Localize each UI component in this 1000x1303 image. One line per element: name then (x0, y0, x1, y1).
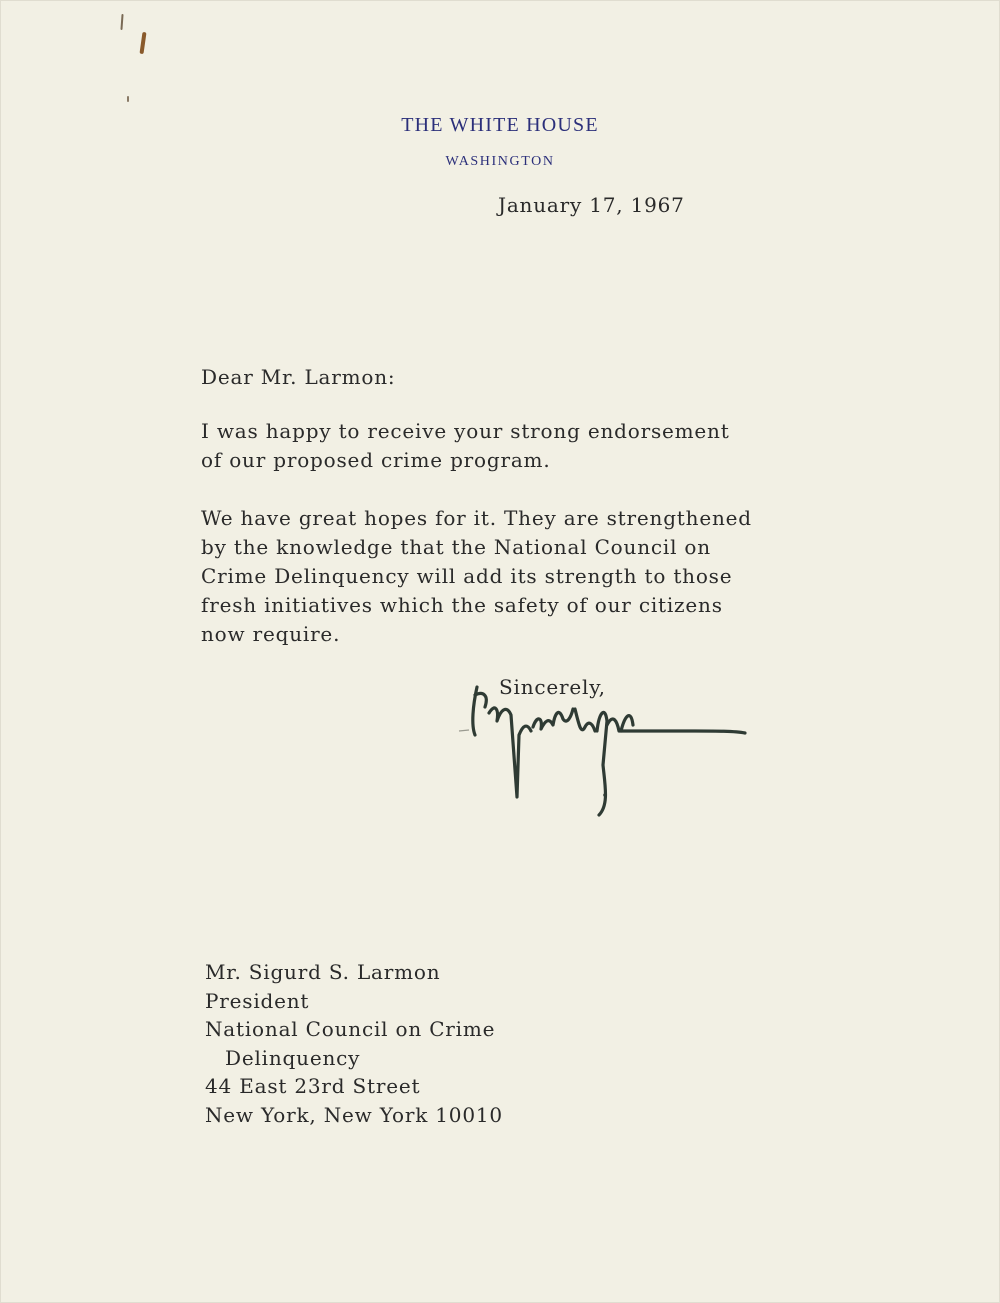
recipient-street: 44 East 23rd Street (205, 1074, 421, 1098)
paper-stain (127, 96, 129, 102)
closing: Sincerely, (499, 675, 606, 699)
paragraph-line: I was happy to receive your strong endorsement (201, 419, 730, 443)
paragraph-1 (201, 417, 730, 475)
recipient-address (205, 958, 503, 1129)
paragraph-line: now require. (201, 622, 341, 646)
letterhead-title: THE WHITE HOUSE (401, 114, 599, 136)
signature (455, 665, 755, 825)
salutation: Dear Mr. Larmon: (201, 365, 396, 389)
paragraph-line: Crime Delinquency will add its strength to those (201, 564, 733, 588)
paper-stain (139, 32, 146, 54)
recipient-title: President (205, 988, 310, 1013)
paragraph-line: fresh initiatives which the safety of our citizens (201, 593, 723, 617)
recipient-name: Mr. Sigurd S. Larmon (205, 960, 441, 984)
paragraph-line: We have great hopes for it. They are strengthened (201, 506, 752, 530)
recipient-org: National Council on Crime (205, 1017, 496, 1041)
paragraph-line: of our proposed crime program. (201, 448, 551, 472)
recipient-org-continued: Delinquency (225, 1045, 361, 1070)
paper-stain (120, 14, 123, 30)
letterhead-subtitle: WASHINGTON (445, 154, 555, 169)
recipient-city: New York, New York 10010 (205, 1102, 503, 1127)
paragraph-line: by the knowledge that the National Council on (201, 535, 711, 559)
letter-date: January 17, 1967 (498, 193, 685, 217)
paragraph-2 (201, 504, 752, 649)
